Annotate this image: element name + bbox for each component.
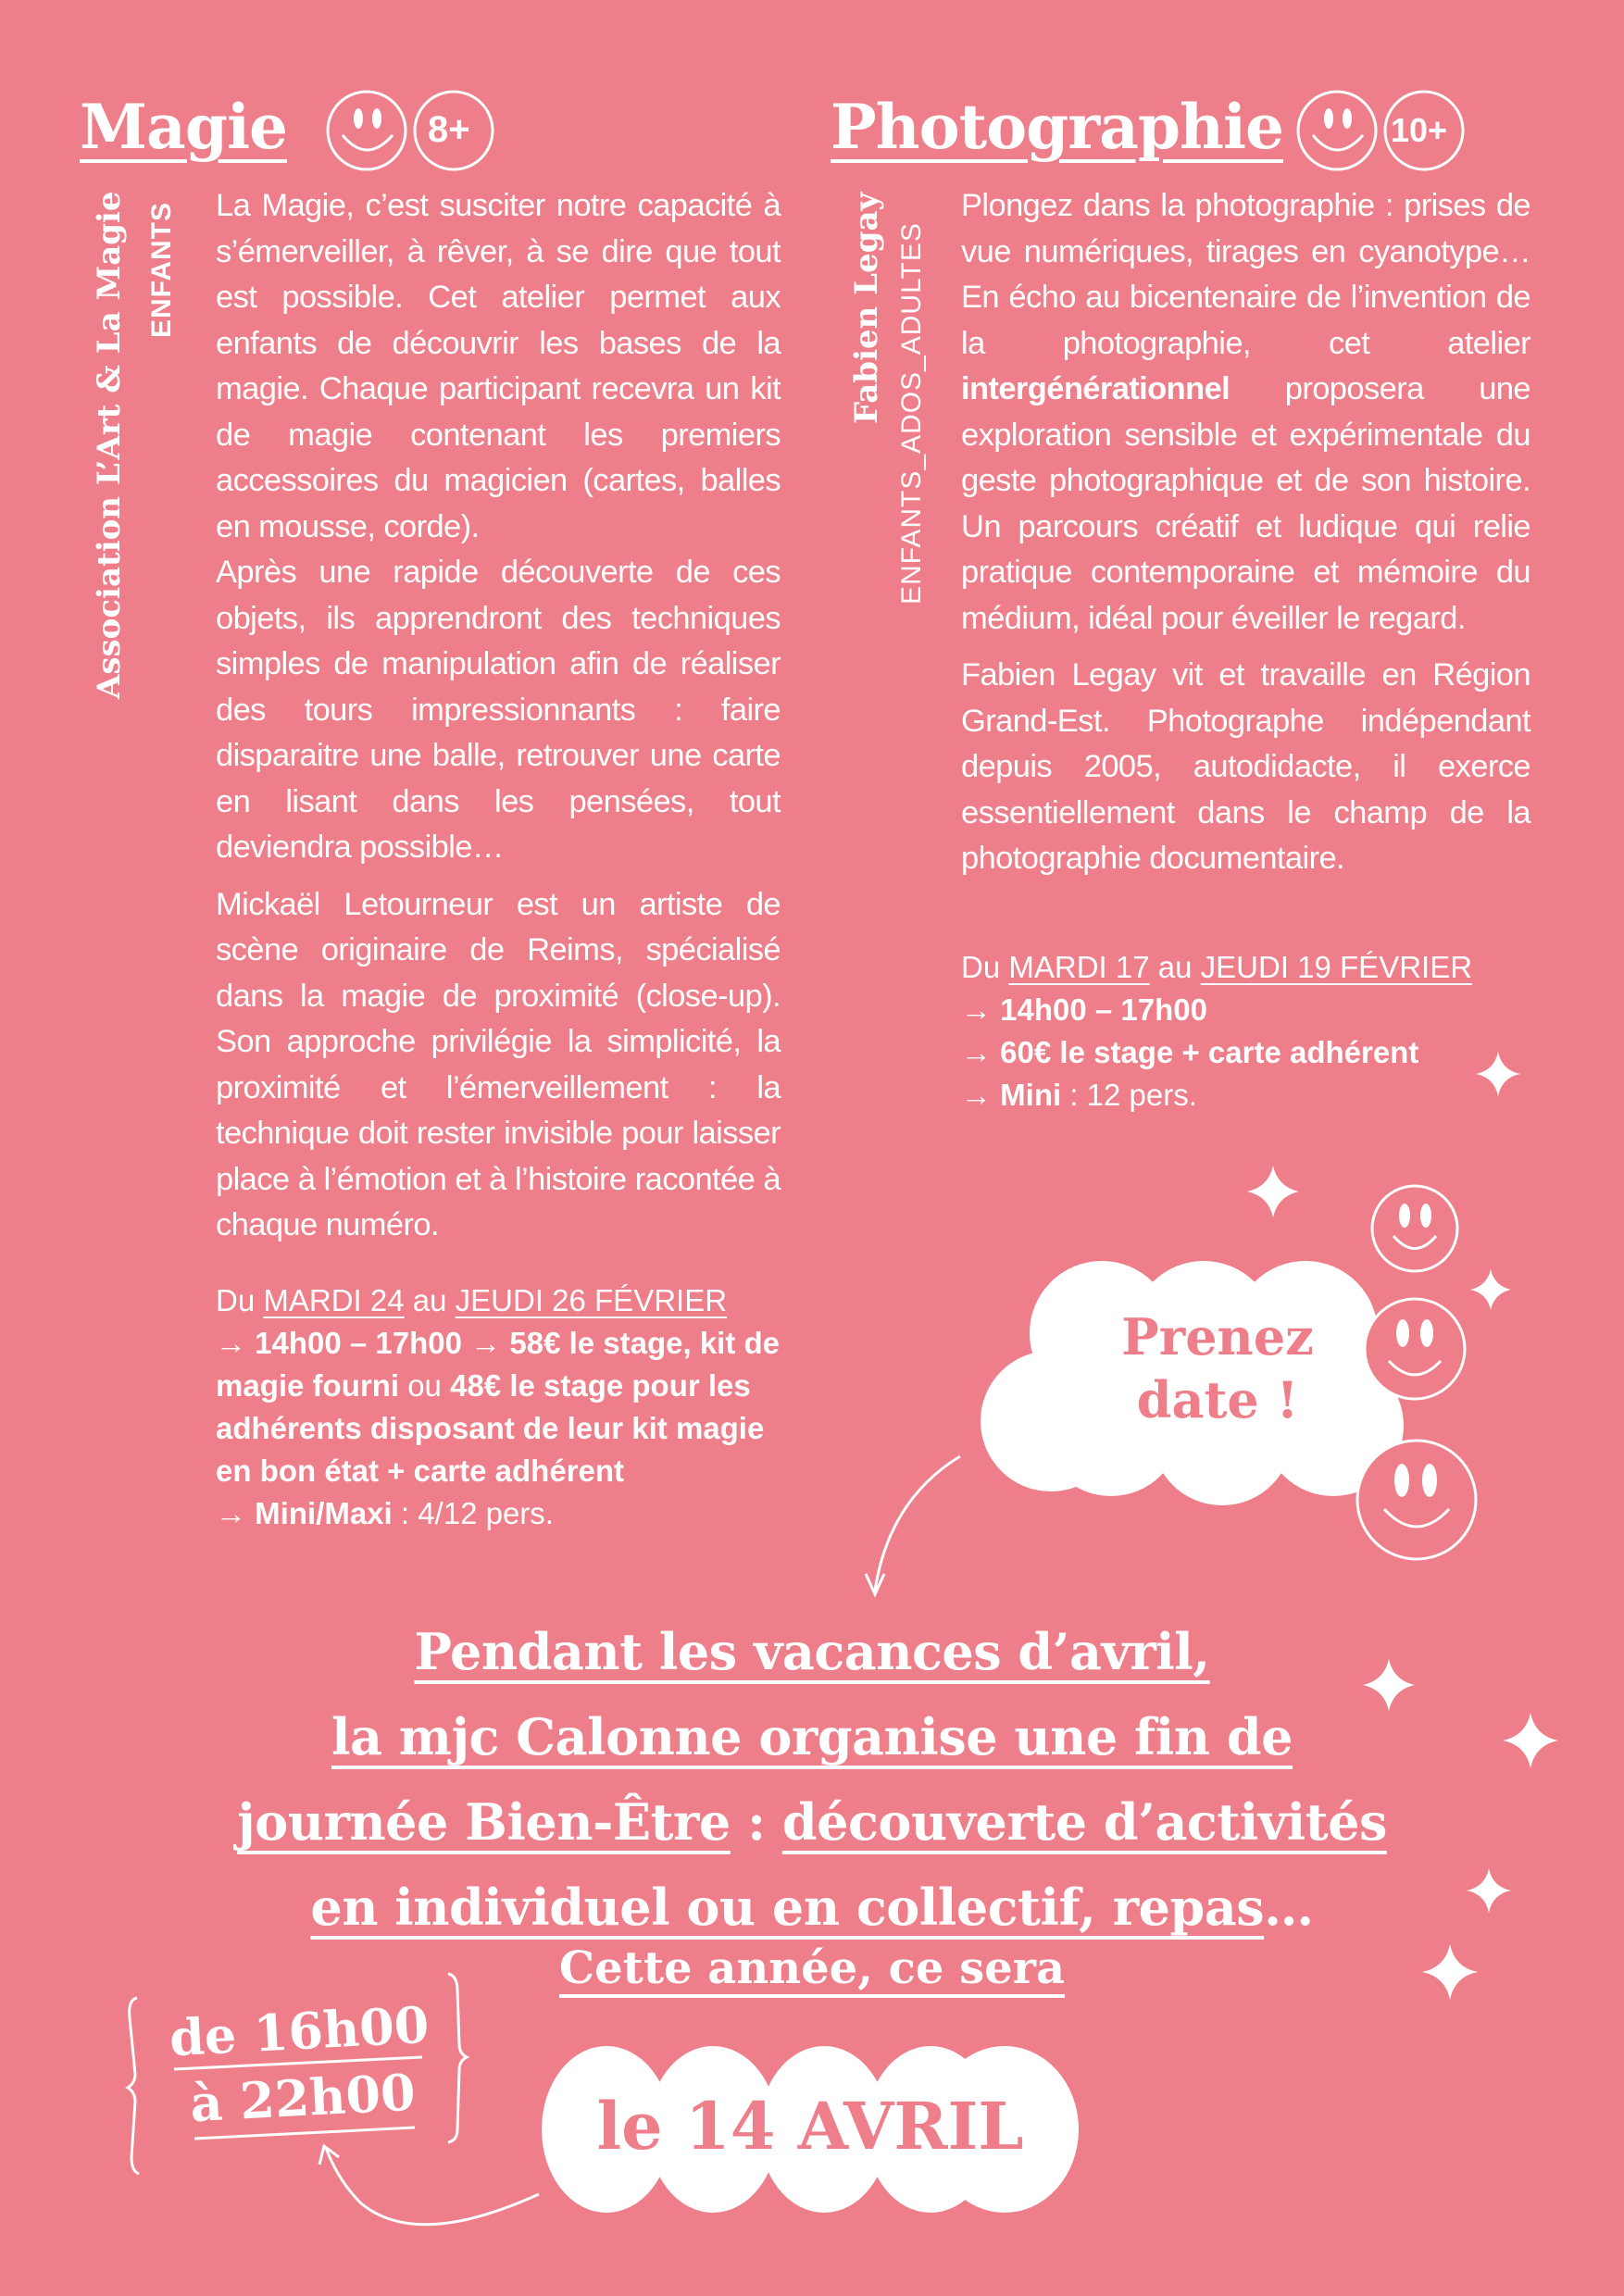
photo-dates: Du MARDI 17 au JEUDI 19 FÉVRIER <box>961 950 1473 984</box>
prenez-date-label: Prenez date ! <box>1121 1307 1314 1429</box>
announcement-line-4: en individuel ou en collectif, repas <box>310 1878 1265 1937</box>
smiley-icon-large-2 <box>1365 1299 1465 1399</box>
magie-organizer: Association L’Art & La Magie <box>91 191 128 699</box>
arrow-icon: → <box>961 1035 992 1069</box>
arrow-icon: → <box>470 1326 502 1360</box>
age-label: 10+ <box>1391 111 1448 149</box>
magie-price-1: 58€ le stage, kit de magie fourni <box>216 1326 781 1403</box>
magie-paragraph-3: Mickaël Letourneur est un artiste de scène originaire de Reims, spécialisé dans la magie de proximité (close-up). Son approche privilégie la simplicité, la proximité et l’émerveillement : la technique doit rester invisible pour laisser place à l’émotion et à l’histoire racontée à chaque numéro. <box>216 886 781 1242</box>
announcement-line-3a: journée Bien-Être <box>237 1792 731 1852</box>
event-date: le 14 AVRIL <box>596 2088 1024 2165</box>
magie-schedule-price: → 14h00 – 17h00 → 58€ le stage, kit de magie fourni ou 48€ le stage pour les adhérents disposant de leur kit magie en bon état + carte adhérent <box>216 1326 781 1488</box>
photo-price: → 60€ le stage + carte adhérent <box>961 1035 1419 1069</box>
photo-paragraph-2: Fabien Legay vit et travaille en Région Grand-Est. Photographe indépendant depuis 2005, autodidacte, il exerce essentiellement dans le champ de la photographie documentaire. <box>961 657 1530 876</box>
announcement-line-5: Cette année, ce sera <box>558 1942 1066 1994</box>
magie-paragraph-2: Après une rapide découverte de ces objets, ils apprendront des techniques simples de manipulation afin de réaliser des tours impressionnants : faire disparaitre une balle, retrouver une carte en lisant dans les pensées, tout deviendra possible… <box>216 555 781 865</box>
age-label: 8+ <box>428 109 470 150</box>
smiley-icon-large-1 <box>1372 1186 1457 1271</box>
arrow-icon: → <box>961 1078 992 1112</box>
arrow-icon: → <box>216 1496 246 1530</box>
magie-dates: Du MARDI 24 au JEUDI 26 FÉVRIER <box>216 1283 728 1317</box>
photo-title: Photographie <box>831 91 1284 163</box>
magie-audience: ENFANTS <box>146 201 177 338</box>
announcement-line-2: la mjc Calonne organise une fin de <box>331 1707 1293 1766</box>
announcement-line-1: Pendant les vacances d’avril, <box>414 1622 1210 1681</box>
photo-capacity: → Mini : 12 pers. <box>961 1078 1197 1112</box>
magie-capacity: → Mini/Maxi : 4/12 pers. <box>216 1496 554 1530</box>
photo-organizer: Fabien Legay <box>848 192 885 424</box>
magie-end-date: JEUDI 26 FÉVRIER <box>455 1283 728 1317</box>
magie-title: Magie <box>80 91 288 163</box>
announcement: Pendant les vacances d’avril, la mjc Calonne organise une fin de journée Bien-Être : découverte d’activités en individuel ou en collectif, repas… <box>237 1622 1387 1937</box>
photo-paragraph-1: Plongez dans la photographie : prises de vue numériques, tirages en cyanotype… En écho au bicentenaire de l’invention de la photographie, cet atelier intergénérationnel proposera une exploration sensible et expérimentale du geste photographique et de son histoire. Un parcours créatif et ludique qui relie pratique contemporaine et mémoire du médium, idéal pour éveiller le regard. <box>961 188 1530 636</box>
arrow-icon: → <box>961 992 992 1027</box>
magie-price-2: 48€ le stage pour les adhérents disposant de leur kit magie en bon état + carte adhérent <box>216 1368 765 1488</box>
photo-audience: ENFANTS_ADOS_ADULTES <box>896 222 927 605</box>
arrow-icon: → <box>216 1326 246 1360</box>
photo-start-date: MARDI 17 <box>1008 950 1150 984</box>
magie-time: 14h00 – 17h00 <box>255 1326 463 1360</box>
event-hours: de 16h00 à 22h00 <box>168 1994 431 2134</box>
announcement-line-3b: découverte d’activités <box>781 1792 1387 1852</box>
smiley-icon-large-3 <box>1357 1441 1476 1559</box>
magie-start-date: MARDI 24 <box>263 1283 405 1317</box>
photo-end-date: JEUDI 19 FÉVRIER <box>1200 950 1473 984</box>
curved-arrow-icon <box>866 1456 960 1594</box>
curved-arrow-icon <box>319 2146 539 2225</box>
photo-time: → 14h00 – 17h00 <box>961 992 1208 1027</box>
magie-paragraph-1: La Magie, c’est susciter notre capacité à s’émerveiller, à rêver, à se dire que tout est possible. Cet atelier permet aux enfants de découvrir les bases de la magie. Chaque participant recevra un kit de magie contenant les premiers accessoires du magicien (cartes, balles en mousse, corde). <box>216 188 781 544</box>
